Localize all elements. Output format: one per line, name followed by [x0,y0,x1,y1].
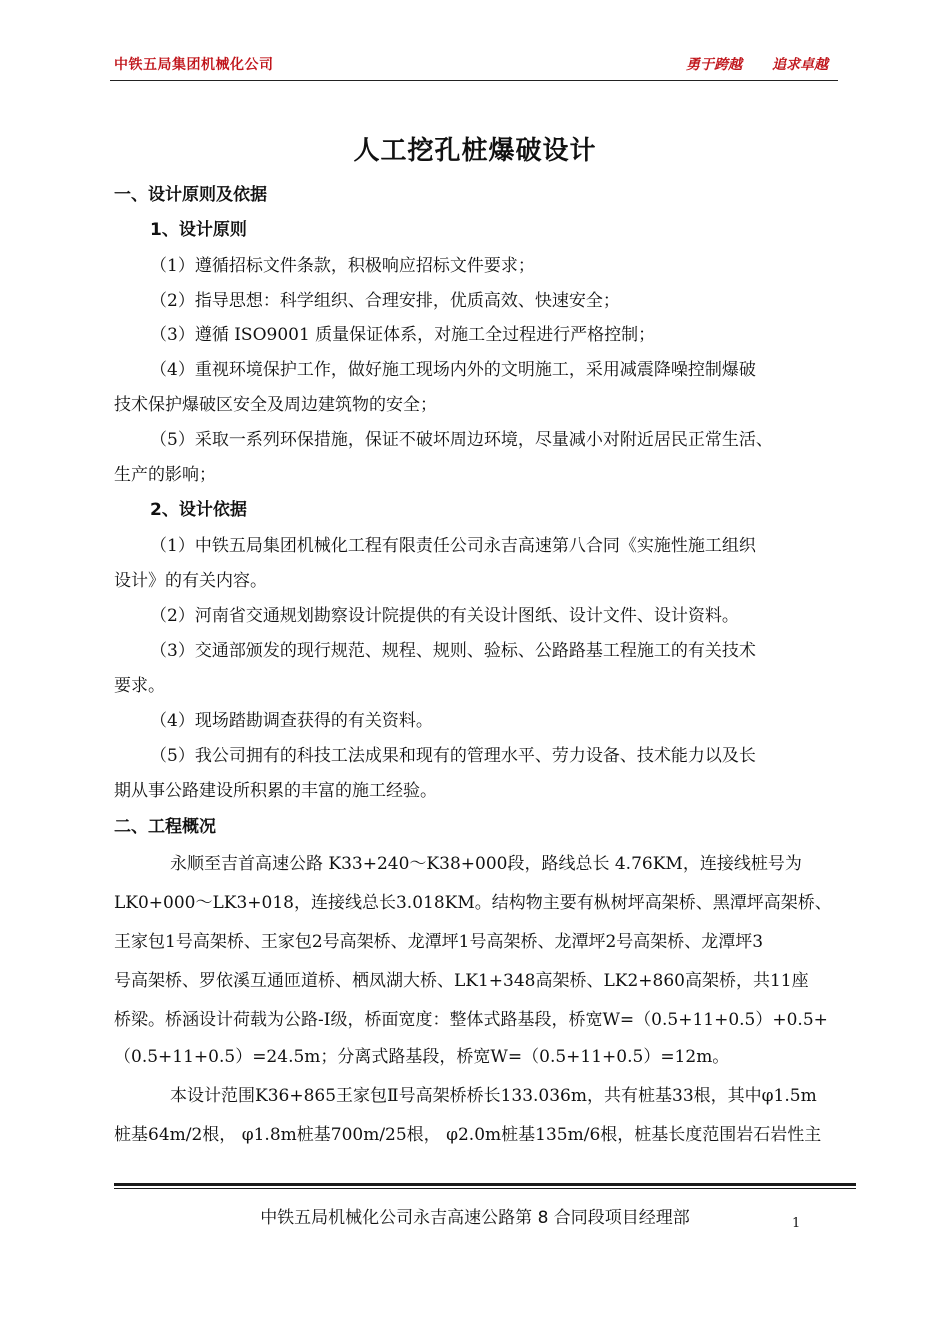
subsection-heading-2: 2、设计依据 [150,500,247,520]
document-title: 人工挖孔桩爆破设计 [353,136,597,166]
paragraph-line: （5）采取一系列环保措施，保证不破坏周边环境，尽量减小对附近居民正常生活、 [150,430,773,450]
paragraph-line: 要求。 [114,676,165,696]
paragraph-line: 期从事公路建设所积累的丰富的施工经验。 [114,781,437,801]
paragraph-line: 永顺至吉首高速公路 K33+240～K38+000段，路线总长 4.76KM，连接线桩号为 [170,854,802,874]
footer-text: 中铁五局机械化公司永吉高速公路第 8 合同段项目经理部 [260,1208,690,1228]
header-slogan [686,54,828,74]
header-slogan-2: 追求卓越 [772,57,828,73]
paragraph-line: （0.5+11+0.5）=24.5m；分离式路基段，桥宽W=（0.5+11+0.5）=12m。 [114,1047,730,1067]
footer-rule-thick [114,1183,856,1186]
paragraph-line: 生产的影响； [114,465,216,485]
paragraph-line: （4）重视环境保护工作，做好施工现场内外的文明施工，采用减震降噪控制爆破 [150,360,756,380]
paragraph-line: （3）交通部颁发的现行规范、规程、规则、验标、公路路基工程施工的有关技术 [150,641,756,661]
paragraph-line: 桥梁。桥涵设计荷载为公路-I级，桥面宽度：整体式路基段，桥宽W=（0.5+11+0.5）+0.5+ [114,1010,828,1030]
subsection-heading-1: 1、设计原则 [150,220,247,240]
page-number: 1 [792,1216,801,1231]
paragraph-line: （1）中铁五局集团机械化工程有限责任公司永吉高速第八合同《实施性施工组织 [150,536,756,556]
section-heading-1: 一、设计原则及依据 [114,185,267,205]
section-heading-2: 二、工程概况 [114,817,216,837]
paragraph-line: （3）遵循 ISO9001 质量保证体系，对施工全过程进行严格控制； [150,325,656,345]
header-rule [110,80,838,81]
header-slogan-1: 勇于跨越 [686,57,742,73]
paragraph-line: 本设计范围K36+865王家包Ⅱ号高架桥桥长133.036m，共有桩基33根，其中φ1.5m [170,1086,817,1106]
paragraph-line: 号高架桥、罗依溪互通匝道桥、栖凤湖大桥、LK1+348高架桥、LK2+860高架桥，共11座 [114,971,809,991]
paragraph-line: （2）河南省交通规划勘察设计院提供的有关设计图纸、设计文件、设计资料。 [150,606,739,626]
paragraph-line: 技术保护爆破区安全及周边建筑物的安全； [114,395,437,415]
paragraph-line: （2）指导思想：科学组织、合理安排，优质高效、快速安全； [150,291,620,311]
paragraph-line: （5）我公司拥有的科技工法成果和现有的管理水平、劳力设备、技术能力以及长 [150,746,756,766]
paragraph-line: 桩基64m/2根， φ1.8m桩基700m/25根， φ2.0m桩基135m/6根，桩基长度范围岩石岩性主 [114,1125,822,1145]
footer-rule-thin [114,1188,856,1189]
paragraph-line: LK0+000～LK3+018，连接线总长3.018KM。结构物主要有枞树坪高架桥、黑潭坪高架桥、 [114,893,832,913]
header-company: 中铁五局集团机械化公司 [114,57,274,73]
paragraph-line: 王家包1号高架桥、王家包2号高架桥、龙潭坪1号高架桥、龙潭坪2号高架桥、龙潭坪3 [114,932,764,952]
paragraph-line: 设计》的有关内容。 [114,571,267,591]
paragraph-line: （1）遵循招标文件条款，积极响应招标文件要求； [150,256,535,276]
paragraph-line: （4）现场踏勘调查获得的有关资料。 [150,711,433,731]
